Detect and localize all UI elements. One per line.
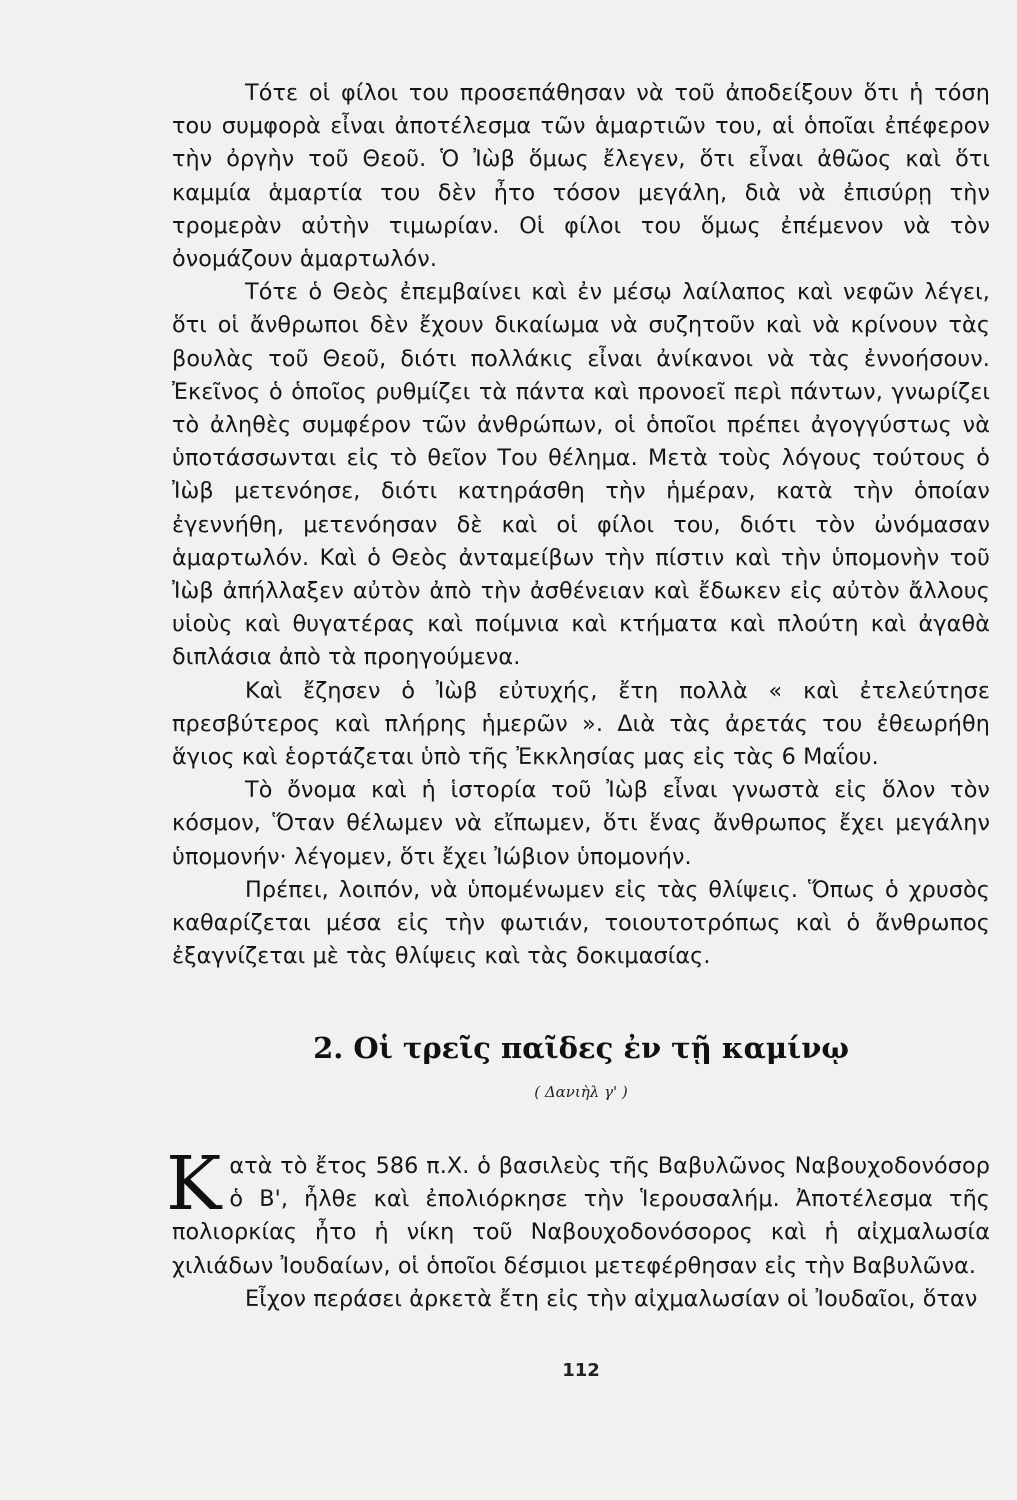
paragraph-god-intervenes: Τότε ὁ Θεὸς ἐπεμβαίνει καὶ ἐν μέσῳ λαίλαπος καὶ νεφῶν λέγει, ὅτι οἱ ἄνθρωποι δὲν ἔχουν δικαίωμα νὰ συζητοῦν καὶ νὰ κρίνουν τὰς βουλὰς τοῦ Θεοῦ, διότι πολλάκις εἶναι ἀνίκανοι νὰ τὰς ἐννοήσουν. Ἐκεῖνος ὁ ὁποῖος ρυθμίζει τὰ πάντα καὶ προνοεῖ περὶ πάντων, γνωρίζει τὸ ἀληθὲς συμφέρον τῶν ἀνθρώπων, οἱ ὁποῖοι πρέπει ἀγογγύστως νὰ ὑποτάσσωνται εἰς τὸ θεῖον Του θέλημα. Μετὰ τοὺς λόγους τούτους ὁ Ἰὼβ μετενόησε, διότι κατηράσθη τὴν ἡμέραν, κατὰ τὴν ὁποίαν ἐγεννήθη, μετενόησαν δὲ καὶ οἱ φίλοι του, διότι τὸν ὠνόμασαν ἁμαρτωλόν. Καὶ ὁ Θεὸς ἀνταμείβων τὴν πίστιν καὶ τὴν ὑπομονὴν τοῦ Ἰὼβ ἀπήλλαξεν αὐτὸν ἀπὸ τὴν ἀσθένειαν καὶ ἔδωκεν εἰς αὐτὸν ἄλλους υἱοὺς καὶ θυγατέρας καὶ ποίμνια καὶ κτήματα καὶ πλούτη καὶ ἀγαθὰ διπλάσια ἀπὸ τὰ προηγούμενα. xyxy=(172,279,990,671)
paragraph-captivity-years: Εἶχον περάσει ἀρκετὰ ἔτη εἰς τὴν αἰχμαλωσίαν οἱ Ἰουδαῖοι, ὅταν xyxy=(245,1285,978,1312)
paragraph-friends-accusation: Τότε οἱ φίλοι του προσεπάθησαν νὰ τοῦ ἀποδείξουν ὅτι ἡ τόση του συμφορὰ εἶναι ἀποτέλεσμα τῶν ἁμαρτιῶν του, αἱ ὁποῖαι ἐπέφερον τὴν ὀργὴν τοῦ Θεοῦ. Ὁ Ἰὼβ ὅμως ἔλεγεν, ὅτι εἶναι ἀθῶος καὶ ὅτι καμμία ἁμαρτία του δὲν ἦτο τόσον μεγάλη, διὰ νὰ ἐπισύρῃ τὴν τρομερὰν αὐτὴν τιμωρίαν. Οἱ φίλοι του ὅμως ἐπέμενον νὰ τὸν ὀνομάζουν ἁμαρτωλόν. xyxy=(172,80,990,273)
paragraph-nebuchadnezzar-text: ατὰ τὸ ἔτος 586 π.Χ. ὁ βασιλεὺς τῆς Βαβυλῶνος Ναβουχοδονόσορ ὁ Β', ἦλθε καὶ ἐπολιόρκησε τὴν Ἱερουσαλήμ. Ἀποτέλεσμα τῆς πολιορκίας ἦτο ἡ νίκη τοῦ Ναβουχοδονόσορος καὶ ἡ αἰχμαλωσία χιλιάδων Ἰουδαίων, οἱ ὁποῖοι δέσμιοι μετεφέρθησαν εἰς τὴν Βαβυλῶνα. xyxy=(172,1153,990,1279)
chapter-title: 2. Οἱ τρεῖς παῖδες ἐν τῇ καμίνῳ xyxy=(313,1031,849,1065)
paragraph-job-lived: Καὶ ἔζησεν ὁ Ἰὼβ εὐτυχής, ἔτη πολλὰ « καὶ ἐτελεύτησε πρεσβύτερος καὶ πλήρης ἡμερῶν ». Διὰ τὰς ἀρετάς του ἐθεωρήθη ἅγιος καὶ ἑορτάζεται ὑπὸ τῆς Ἐκκλησίας μας εἰς τὰς 6 Μαΐου. xyxy=(172,677,990,771)
body-text-bottom xyxy=(166,1141,990,1316)
drop-cap-letter: Κ xyxy=(166,1141,222,1227)
paragraph-patience-lesson: Πρέπει, λοιπόν, νὰ ὑπομένωμεν εἰς τὰς θλίψεις. Ὅπως ὁ χρυσὸς καθαρίζεται μέσα εἰς τὴν φωτιάν, τοιουτοτρόπως καὶ ὁ ἄνθρωπος ἐξαγνίζεται μὲ τὰς θλίψεις καὶ τὰς δοκιμασίας. xyxy=(172,876,990,970)
chapter-reference: ( Δανιὴλ γ' ) xyxy=(534,1083,628,1101)
body-text-top xyxy=(172,77,990,973)
page-number: 112 xyxy=(562,1360,600,1381)
paragraph-nebuchadnezzar xyxy=(166,1141,990,1283)
paragraph-job-name: Τὸ ὄνομα καὶ ἡ ἱστορία τοῦ Ἰὼβ εἶναι γνωστὰ εἰς ὅλον τὸν κόσμον, Ὅταν θέλωμεν νὰ εἴπωμεν, ὅτι ἕνας ἄνθρωπος ἔχει μεγάλην ὑπομονήν· λέγομεν, ὅτι ἔχει Ἰώβιον ὑπομονήν. xyxy=(172,777,990,870)
